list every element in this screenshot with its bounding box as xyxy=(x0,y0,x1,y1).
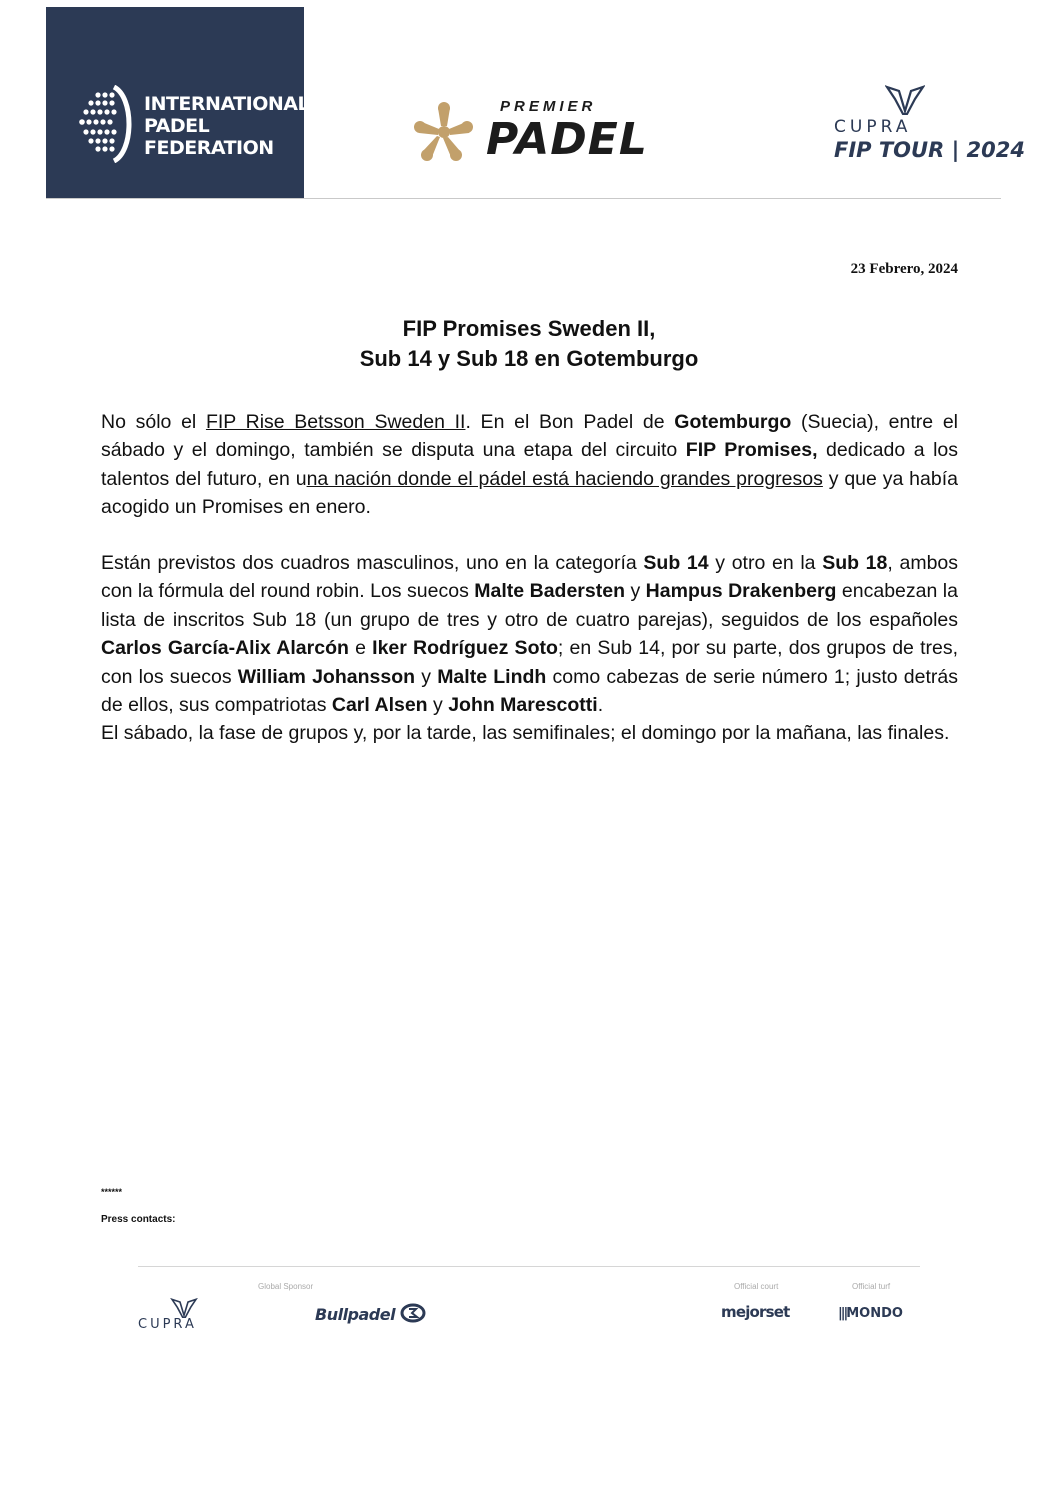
bold-span: Malte Lindh xyxy=(437,665,547,688)
cupra-word: CUPRA xyxy=(138,1317,197,1332)
paragraph-1 xyxy=(101,408,958,522)
bold-span: Iker Rodríguez Soto xyxy=(372,637,558,660)
mondo-logo xyxy=(838,1306,903,1321)
ipf-line-1: INTERNATIONAL xyxy=(144,93,310,115)
text-span: y xyxy=(415,665,438,688)
text-span: y xyxy=(427,694,449,717)
premier-padel-logo xyxy=(412,98,702,168)
cupra-emblem-icon xyxy=(170,1298,198,1318)
text-span: como cabezas de serie número 1; justo detrás de ellos, sus compatriotas xyxy=(101,665,958,717)
text-span: No sólo el xyxy=(101,411,206,433)
text-span: , ambos con la fórmula del round robin. Los suecos xyxy=(101,552,959,603)
official-turf-caption: Official turf xyxy=(852,1282,891,1291)
ipf-line-3: FEDERATION xyxy=(144,137,274,159)
press-contacts-label: Press contacts: xyxy=(101,1214,176,1225)
text-span: y que ya había acogido un Promises en enero. xyxy=(101,467,958,519)
text-span: Están previstos dos cuadros masculinos, uno en la categoría xyxy=(101,552,644,574)
padel-word: PADEL xyxy=(486,114,648,165)
text-span: y xyxy=(624,580,646,603)
text-span: (Suecia), entre el sábado y el domingo, también se disputa una etapa del circuito xyxy=(101,411,958,462)
cupra-sponsor-logo xyxy=(136,1298,232,1334)
title-line-1: FIP Promises Sweden II, xyxy=(402,316,656,341)
document-title xyxy=(100,314,958,374)
bullpadel-emblem-icon xyxy=(400,1303,426,1323)
bold-span: Sub 14 xyxy=(643,552,709,574)
document-date: 23 Febrero, 2024 xyxy=(850,261,958,277)
paragraph-2 xyxy=(101,549,958,748)
mondo-word: MONDO xyxy=(846,1306,903,1321)
bold-span: William Johansson xyxy=(237,665,416,688)
mondo-stripes-icon: ||| xyxy=(838,1306,847,1321)
text-span: ; en Sub 14, por su parte, dos grupos de tres, con los suecos xyxy=(101,637,959,688)
padel-ball-icon xyxy=(76,85,132,163)
fip-tour-word: FIP TOUR | 2024 xyxy=(834,138,1025,162)
link-nation-progress[interactable]: na nación donde el pádel está haciendo grandes progresos xyxy=(306,467,823,490)
bold-span: John Marescotti xyxy=(448,694,598,717)
cupra-emblem-icon xyxy=(885,85,925,115)
text-span: encabezan la lista de inscritos Sub 18 (un grupo de tres y otro de cuatro parejas), seguidos de los españoles xyxy=(101,580,958,631)
bold-span: Carlos García-Alix Alarcón xyxy=(101,637,349,660)
separator-stars: ****** xyxy=(101,1187,123,1197)
bold-span: FIP Promises, xyxy=(685,439,818,462)
footer-divider xyxy=(138,1266,920,1267)
text-span: . xyxy=(597,694,604,717)
text-span: El sábado, la fase de grupos y, por la tarde, las semifinales; el domingo por la mañana, las finales. xyxy=(101,722,950,745)
text-span: e xyxy=(348,637,373,660)
header-divider xyxy=(46,198,1001,199)
premier-word: PREMIER xyxy=(500,98,597,115)
bold-span: Sub 18 xyxy=(822,552,888,574)
premier-padel-star-icon xyxy=(412,100,476,164)
ipf-logo-block xyxy=(46,7,310,198)
text-span: dedicado a los talentos del futuro, en u xyxy=(101,439,958,490)
cupra-fip-tour-logo xyxy=(830,85,1025,170)
bold-span: Gotemburgo xyxy=(674,411,792,433)
mejorset-logo: mejorset xyxy=(721,1303,790,1321)
official-court-caption: Official court xyxy=(734,1282,779,1291)
ipf-line-2: PADEL xyxy=(144,115,210,137)
cupra-word: CUPRA xyxy=(834,117,912,137)
bold-span: Carl Alsen xyxy=(331,694,428,717)
link-fip-rise[interactable]: FIP Rise Betsson Sweden II xyxy=(205,411,466,433)
ipf-wordmark xyxy=(144,93,309,159)
global-sponsor-caption: Global Sponsor xyxy=(258,1282,314,1291)
text-span: y otro en la xyxy=(708,552,823,574)
bullpadel-logo xyxy=(315,1303,426,1324)
bold-span: Hampus Drakenberg xyxy=(645,580,837,603)
title-line-2: Sub 14 y Sub 18 en Gotemburgo xyxy=(359,346,699,371)
bullpadel-word: Bullpadel xyxy=(315,1305,396,1324)
text-span: . En el Bon Padel de xyxy=(465,411,675,433)
bold-span: Malte Badersten xyxy=(474,580,625,603)
